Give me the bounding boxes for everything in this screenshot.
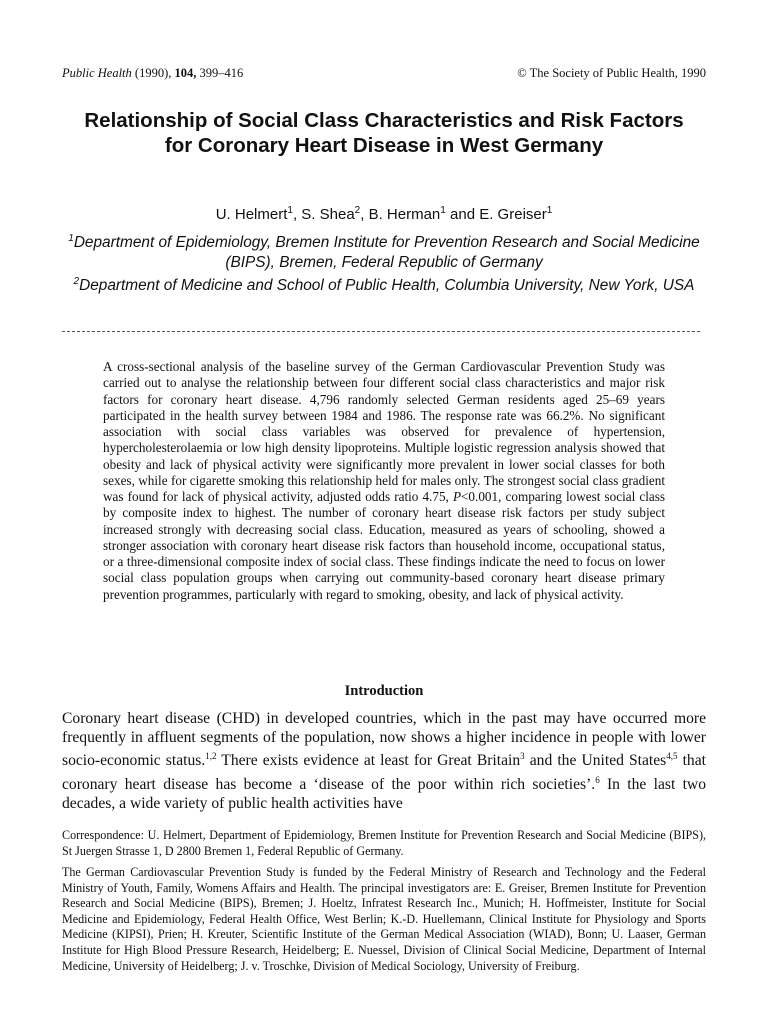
author: S. Shea$^2$, (301, 205, 369, 223)
citation (62, 66, 243, 81)
affiliations (44, 229, 724, 296)
affiliation-1: $^1$Department of Epidemiology, Bremen Institute for Prevention Research and Social Medicine (BIPS), Bremen, Federal Republic of Germany (68, 233, 700, 271)
citation-ref: 1,2 (205, 751, 217, 762)
copyright-notice: © The Society of Public Health, 1990 (517, 66, 706, 80)
journal-pages: 399–416 (199, 66, 244, 80)
funding-footnote: The German Cardiovascular Prevention Study is funded by the Federal Ministry of Research and Technology and the Federal Ministry of Youth, Family, Womens Affairs and Health. The principal investigators are: E. Greiser, Bremen Institute for Prevention Research and Social Medicine (BIPS), Bremen; J. Hoeltz, Infratest Research Inc., Munich; H. Hoffmeister, Institute for Social Medicine and Epidemiology, Federal Health Office, West Berlin; K.-D. Huellemann, Clinical Institute for Physiology and Sports Medicine (KIPSI), Prien; H. Kreuter, Scientific Institute of the German Medical Association (WIAD), Bonn; U. Laaser, German Institute for High Blood Pressure Research, Heidelberg; E. Nuessel, Division of Clinical Social Medicine, Department of Internal Medicine, University of Heidelberg; J. v. Troschke, Division of Medical Sociology, University of Freiburg. (62, 865, 706, 973)
author-list (40, 205, 728, 223)
journal-volume: 104, (174, 66, 197, 80)
author: E. Greiser$^1$ (479, 205, 553, 223)
citation-ref: 4,5 (666, 751, 678, 762)
journal-name: Public Health (62, 66, 132, 80)
title-divider (62, 331, 700, 332)
journal-year: (1990), (134, 66, 172, 80)
author: B. Herman$^1$ and (368, 205, 480, 223)
section-heading-introduction: Introduction (344, 683, 424, 699)
abstract: A cross-sectional analysis of the baseline survey of the German Cardiovascular Prevention Study was carried out to analyse the relationship between four different social class characteristics and major risk factors for coronary heart disease. 4,796 randomly selected German residents aged 25–69 years participated in the health survey between 1984 and 1986. The response rate was 66.2%. No significant association with social class variables was observed for prevalence of hypertension, hypercholesterolaemia or low high density lipoproteins. Multiple logistic regression analysis showed that obesity and lack of physical activity were significantly more prevalent in lower social classes for both sexes, while for cigarette smoking this relationship held for males only. The strongest social class gradient was found for lack of physical activity, adjusted odds ratio 4.75, P<0.001, comparing lowest social class by composite index to highest. The number of coronary heart disease risk factors per study subject increased strongly with decreasing social class. Education, measured as years of schooling, showed a stronger association with coronary heart disease risk factors than household income, occupational status, or a three-dimensional composite index of social class. These findings indicate the need to focus on lower social class population groups when carrying out community-based coronary heart disease primary prevention programmes, particularly with regard to smoking, obesity, and lack of physical activity. (103, 359, 665, 602)
introduction-paragraph: Coronary heart disease (CHD) in developed countries, which in the past may have occurred more frequently in affluent segments of the population, now shows a higher incidence in people with lower socio-economic status.$^{1,2}$ There exists evidence at least for Great Britain$^3$ and the United States$^{4,5}$ that coronary heart disease has become a ‘disease of the poor within rich societies’.$^6$ In the last two decades, a wide variety of public health activities have (62, 710, 706, 812)
author: U. Helmert$^1$, (215, 205, 302, 223)
running-head (62, 66, 706, 81)
citation-ref: 6 (595, 774, 600, 785)
correspondence-footnote: Correspondence: U. Helmert, Department of Epidemiology, Bremen Institute for Prevention Research and Social Medicine (BIPS), St Juergen Strasse 1, D 2800 Bremen 1, Federal Republic of Germany. (62, 828, 706, 858)
paper-title: Relationship of Social Class Characteristics and Risk Factors for Coronary Heart Disease in West Germany (84, 109, 684, 157)
citation-ref: 3 (520, 751, 525, 762)
affiliation-2: $^2$Department of Medicine and School of Public Health, Columbia University, New York, USA (73, 276, 695, 295)
